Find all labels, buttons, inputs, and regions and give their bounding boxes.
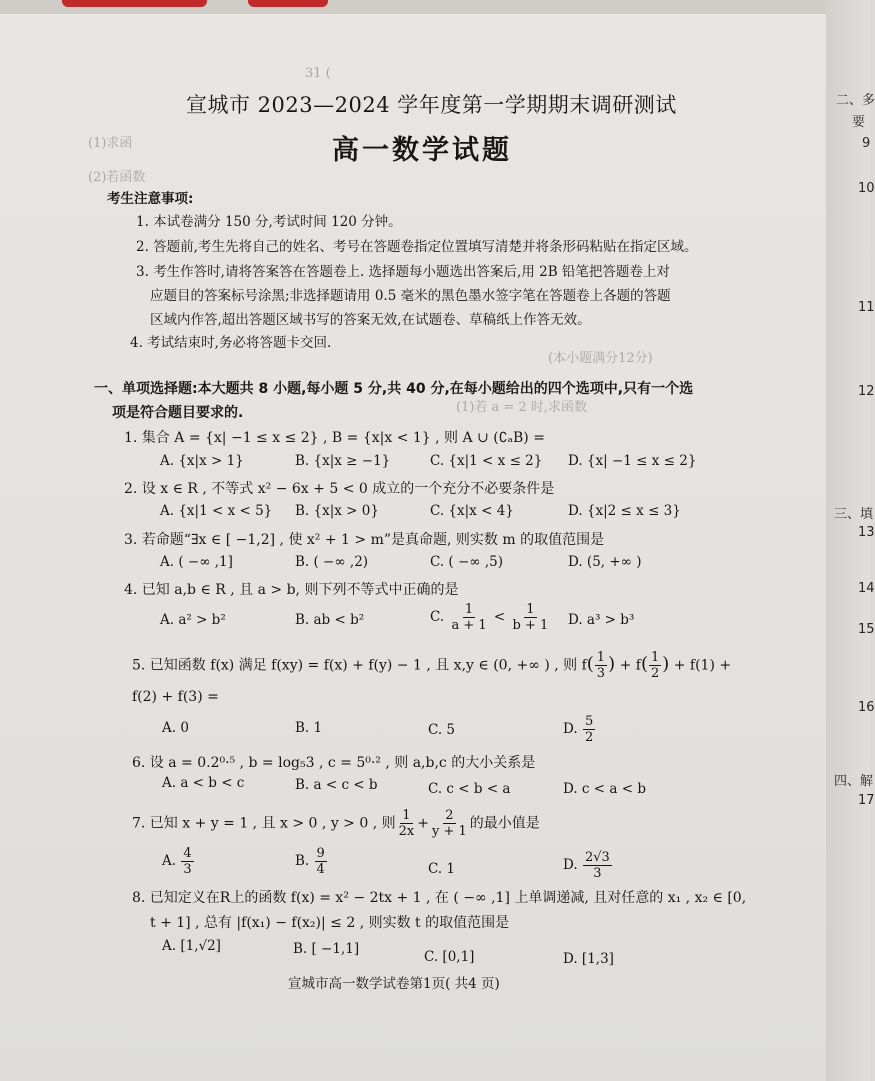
option-d: D. c < a < b <box>563 781 646 797</box>
question-stem: 8. 已知定义在R上的函数 f(x) = x² − 2tx + 1 , 在 ( −∞ ,1] 上单调递减, 且对任意的 x₁ , x₂ ∈ [0, <box>132 890 747 906</box>
red-seal-mark-right <box>248 0 328 7</box>
notice-item: 2. 答题前,考生先将自己的姓名、考号在答题卷指定位置填写清楚并将条形码粘贴在指定区域。 <box>136 239 698 255</box>
notice-item: 1. 本试卷满分 150 分,考试时间 120 分钟。 <box>136 214 402 230</box>
bleed-through: (本小题满分12分) <box>548 351 653 366</box>
bleed-through: (2)若函数 <box>88 170 146 185</box>
option-a: A. {x|1 < x < 5} <box>160 503 273 519</box>
option-b: B. 1 <box>295 720 323 736</box>
question-stem: 3. 若命题“∃x ∈ [ −1,2] , 使 x² + 1 > m”是真命题, 则实数 m 的取值范围是 <box>124 532 605 548</box>
fraction: $\frac{1}{a + 1}$ <box>451 602 487 633</box>
next-page-section-label: 二、多 <box>836 93 875 108</box>
next-page-number: 17 <box>858 793 875 808</box>
option-c: C. {x|1 < x ≤ 2} <box>430 453 543 469</box>
fraction: $\frac{2}{y + 1}$ <box>431 808 467 839</box>
fraction: $\frac{1}{3}$ <box>596 650 606 681</box>
bleed-through: (1)求函 <box>88 136 133 151</box>
option-d: D. a³ > b³ <box>568 612 635 628</box>
option-c: C. 5 <box>428 722 456 738</box>
bleed-through: (1)若 a = 2 时,求函数 <box>456 400 587 415</box>
question-stem-cont: t + 1] , 总有 |f(x₁) − f(x₂)| ≤ 2 , 则实数 t 的取值范围是 <box>150 915 510 931</box>
option-d: D. (5, +∞ ) <box>568 554 642 570</box>
section-heading-cont: 项是符合题目要求的. <box>112 405 244 421</box>
fraction: $\frac{1}{2}$ <box>650 650 660 681</box>
notice-item: 应题目的答案标号涂黑;非选择题请用 0.5 毫米的黑色墨水签字笔在答题卷上各题的答题 <box>150 288 671 304</box>
fraction: $\frac{9}{4}$ <box>316 846 325 877</box>
option-c: C. c < b < a <box>428 781 511 797</box>
fraction: $\frac{2√3}{3}$ <box>584 850 610 881</box>
next-page-number: 14 <box>858 581 875 596</box>
next-page-number: 12 <box>858 384 875 399</box>
question-stem: 6. 设 a = 0.2⁰·⁵ , b = log₅3 , c = 5⁰·² , 则 a,b,c 的大小关系是 <box>132 755 536 771</box>
next-page-number: 13 <box>858 525 875 540</box>
next-page-number: 16 <box>858 700 875 715</box>
option-b: B. ab < b² <box>295 612 365 628</box>
option-a: A. ( −∞ ,1] <box>160 554 233 570</box>
option-d: D. $\frac{2√3}{3}$ <box>563 850 610 881</box>
option-b: B. {x|x > 0} <box>295 503 379 519</box>
option-a: A. a < b < c <box>162 775 245 791</box>
fraction: $\frac{5}{2}$ <box>584 714 594 745</box>
question-stem: 2. 设 x ∈ R , 不等式 x² − 6x + 5 < 0 成立的一个充分不必要条件是 <box>124 481 555 497</box>
page-footer: 宣城市高一数学试卷第1页( 共4 页) <box>288 976 500 992</box>
option-b: B. a < c < b <box>295 777 378 793</box>
option-c: C. 1 <box>428 861 456 877</box>
question-stem: 4. 已知 a,b ∈ R , 且 a > b, 则下列不等式中正确的是 <box>124 582 459 598</box>
option-b: B. [ −1,1] <box>293 941 360 957</box>
section-heading: 一、单项选择题:本大题共 8 小题,每小题 5 分,共 40 分,在每小题给出的四个选项中,只有一个选 <box>94 381 694 397</box>
option-c: C. [0,1] <box>424 949 475 965</box>
notice-item: 区域内作答,超出答题区域书写的答案无效,在试题卷、草稿纸上作答无效。 <box>150 312 591 328</box>
option-d: D. $\frac{5}{2}$ <box>563 714 594 745</box>
option-c: C. ( −∞ ,5) <box>430 554 503 570</box>
question-stem: 7. 已知 x + y = 1 , 且 x > 0 , y > 0 , 则 $\frac{1}{2x}$ + $\frac{2}{y + 1}$ 的最小值是 <box>132 808 540 839</box>
next-page-section-label: 三、填 <box>834 507 874 522</box>
option-d: D. {x|2 ≤ x ≤ 3} <box>568 503 681 519</box>
fraction: $\frac{4}{3}$ <box>183 846 192 877</box>
option-d: D. [1,3] <box>563 951 614 967</box>
option-a: A. 0 <box>162 720 189 736</box>
subject-title: 高一数学试题 <box>332 135 512 166</box>
next-page-edge <box>826 0 870 1081</box>
option-c: C. $\frac{1}{a + 1}$ < $\frac{1}{b + 1}$ <box>430 602 549 633</box>
fraction: $\frac{1}{b + 1}$ <box>512 602 549 633</box>
option-a: A. $\frac{4}{3}$ <box>162 846 192 877</box>
next-page-text: 要 <box>852 115 866 130</box>
next-page-number: 10 <box>858 181 875 196</box>
option-c: C. {x|x < 4} <box>430 503 514 519</box>
question-stem: 5. 已知函数 f(x) 满足 f(xy) = f(x) + f(y) − 1 , 且 x,y ∈ (0, +∞ ) , 则 f( $\frac{1}{3}$ ) + f( $\frac{1}{2}$ ) + f(1) + <box>132 650 732 681</box>
question-stem: 1. 集合 A = {x| −1 ≤ x ≤ 2} , B = {x|x < 1} , 则 A ∪ (∁ₐB) = <box>124 430 545 446</box>
next-page-section-label: 四、解 <box>834 774 874 789</box>
next-page-number: 9 <box>862 136 871 151</box>
option-a: A. [1,√2] <box>162 938 221 954</box>
next-page-number: 11 <box>858 300 875 315</box>
option-d: D. {x| −1 ≤ x ≤ 2} <box>568 453 697 469</box>
next-page-number: 15 <box>858 622 875 637</box>
option-b: B. ( −∞ ,2) <box>295 554 369 570</box>
notice-item: 4. 考试结束时,务必将答题卡交回. <box>130 335 332 351</box>
exam-title: 宣城市 2023—2024 学年度第一学期期末调研测试 <box>186 93 677 117</box>
option-a: A. {x|x > 1} <box>160 453 244 469</box>
bleed-through: 31 ( <box>305 66 331 81</box>
option-b: B. {x|x ≥ −1} <box>295 453 391 469</box>
question-stem-cont: f(2) + f(3) = <box>132 689 219 705</box>
notice-item: 3. 考生作答时,请将答案答在答题卷上. 选择题每小题选出答案后,用 2B 铅笔把答题卷上对 <box>136 264 670 280</box>
option-a: A. a² > b² <box>160 612 226 628</box>
notice-heading: 考生注意事项: <box>107 191 194 207</box>
red-seal-mark-left <box>62 0 207 7</box>
option-b: B. $\frac{9}{4}$ <box>295 846 325 877</box>
fraction: $\frac{1}{2x}$ <box>398 808 415 839</box>
